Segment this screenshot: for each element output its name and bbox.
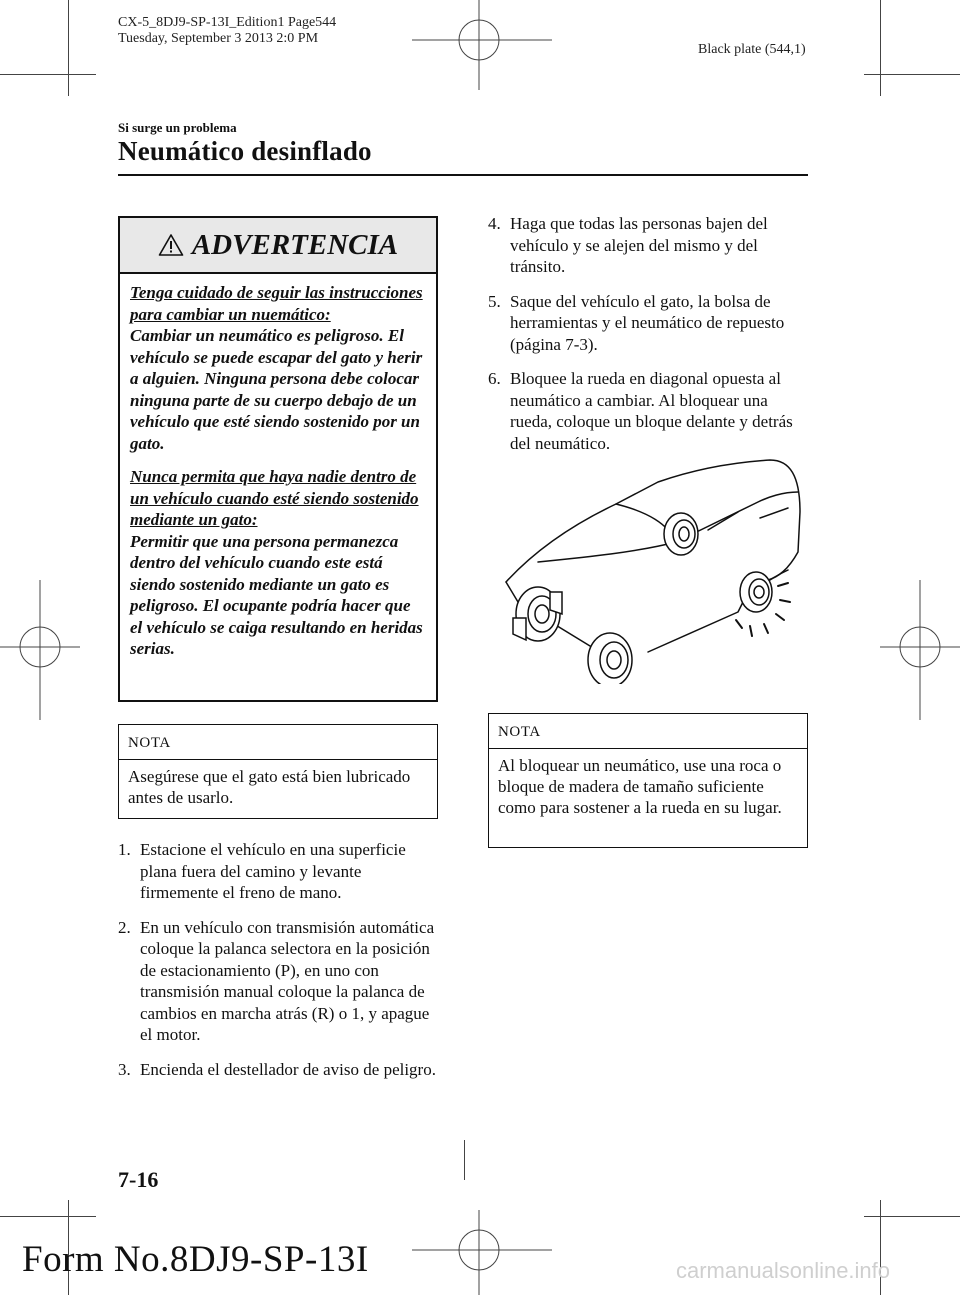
step-number: 5. (488, 291, 501, 311)
title-divider (118, 174, 808, 176)
crosshair-bottom (412, 1210, 552, 1295)
step-number: 1. (118, 840, 131, 859)
note-box-chock (488, 713, 808, 848)
print-header-file: CX-5_8DJ9-SP-13I_Edition1 Page544 (118, 15, 337, 30)
crosshair-top (412, 0, 552, 100)
step-number: 4. (488, 214, 501, 233)
warning-title: ADVERTENCIA (191, 228, 399, 261)
step-number: 6. (488, 369, 501, 388)
crosshair-right (880, 580, 960, 720)
step-text: Saque del vehículo el gato, la bolsa de herramientas y el neumático de repuesto (página 7-3). (510, 291, 785, 354)
step-text: Encienda el destellador de aviso de peligro. (140, 1059, 436, 1079)
warning-heading-2: Nunca permita que haya nadie dentro de un vehículo cuando esté siendo sostenido mediante un gato: (130, 467, 419, 529)
print-header-date: Tuesday, September 3 2013 2:0 PM (118, 31, 319, 46)
car-wheel-chock-illustration (498, 452, 808, 684)
note-title: NOTA (119, 725, 437, 760)
print-header-plate: Black plate (544,1) (698, 42, 806, 57)
warning-text-2: Permitir que una persona permanezca dentro del vehículo cuando este está siendo sostenido mediante un gato es peligroso. El ocupante podría hacer que el vehículo se caiga resultando en heridas serias. (130, 531, 423, 658)
step-item (488, 213, 810, 278)
step-number: 2. (118, 917, 131, 937)
watermark: carmanualsonline.info (676, 1258, 891, 1283)
step-item (118, 1059, 440, 1081)
page-number: 7-16 (118, 1167, 159, 1192)
warning-box (118, 216, 438, 702)
step-item (118, 839, 440, 904)
form-number: Form No.8DJ9-SP-13I (22, 1239, 369, 1280)
note-text: Asegúrese que el gato está bien lubricado antes de usarlo. (128, 767, 411, 807)
step-text: Bloquee la rueda en diagonal opuesta al neumático a cambiar. Al bloquear una rueda, coloque un bloque delante y detrás del neumático. (510, 369, 793, 453)
step-text: En un vehículo con transmisión automática coloque la palanca selectora en la posición de estacionamiento (P), en uno con transmisión manual coloque la palanca de cambios en marcha atrás (R) o 1, y apague el motor. (140, 917, 435, 1044)
warning-triangle-icon (158, 233, 184, 257)
page-title: Neumático desinflado (118, 136, 372, 166)
step-number: 3. (118, 1059, 131, 1079)
steps-list-left (118, 839, 440, 1093)
section-label: Si surge un problema (118, 120, 237, 135)
warning-heading-1: Tenga cuidado de seguir las instrucciones para cambiar un nuemático: (130, 283, 423, 324)
warning-header (120, 218, 436, 274)
warning-body (120, 274, 436, 660)
note-title: NOTA (489, 714, 807, 749)
step-text: Haga que todas las personas bajen del vehículo y se alejen del mismo y del tránsito. (510, 214, 768, 276)
crosshair-left (0, 580, 80, 720)
step-item (488, 368, 810, 454)
note-box-jack (118, 724, 438, 819)
warning-text-1: Cambiar un neumático es peligroso. El vehículo se puede escapar del gato y herir a alguien. Ninguna persona debe colocar ninguna parte de su cuerpo debajo de un vehículo que esté siendo sostenido por un gato. (130, 326, 423, 453)
step-item (118, 917, 440, 1046)
step-text: Estacione el vehículo en una superficie plana fuera del camino y levante firmemente el freno de mano. (140, 840, 406, 902)
note-text: Al bloquear un neumático, use una roca o bloque de madera de tamaño suficiente como para sostener a la rueda en su lugar. (498, 756, 782, 817)
step-item (488, 291, 810, 356)
steps-list-right (488, 213, 810, 467)
